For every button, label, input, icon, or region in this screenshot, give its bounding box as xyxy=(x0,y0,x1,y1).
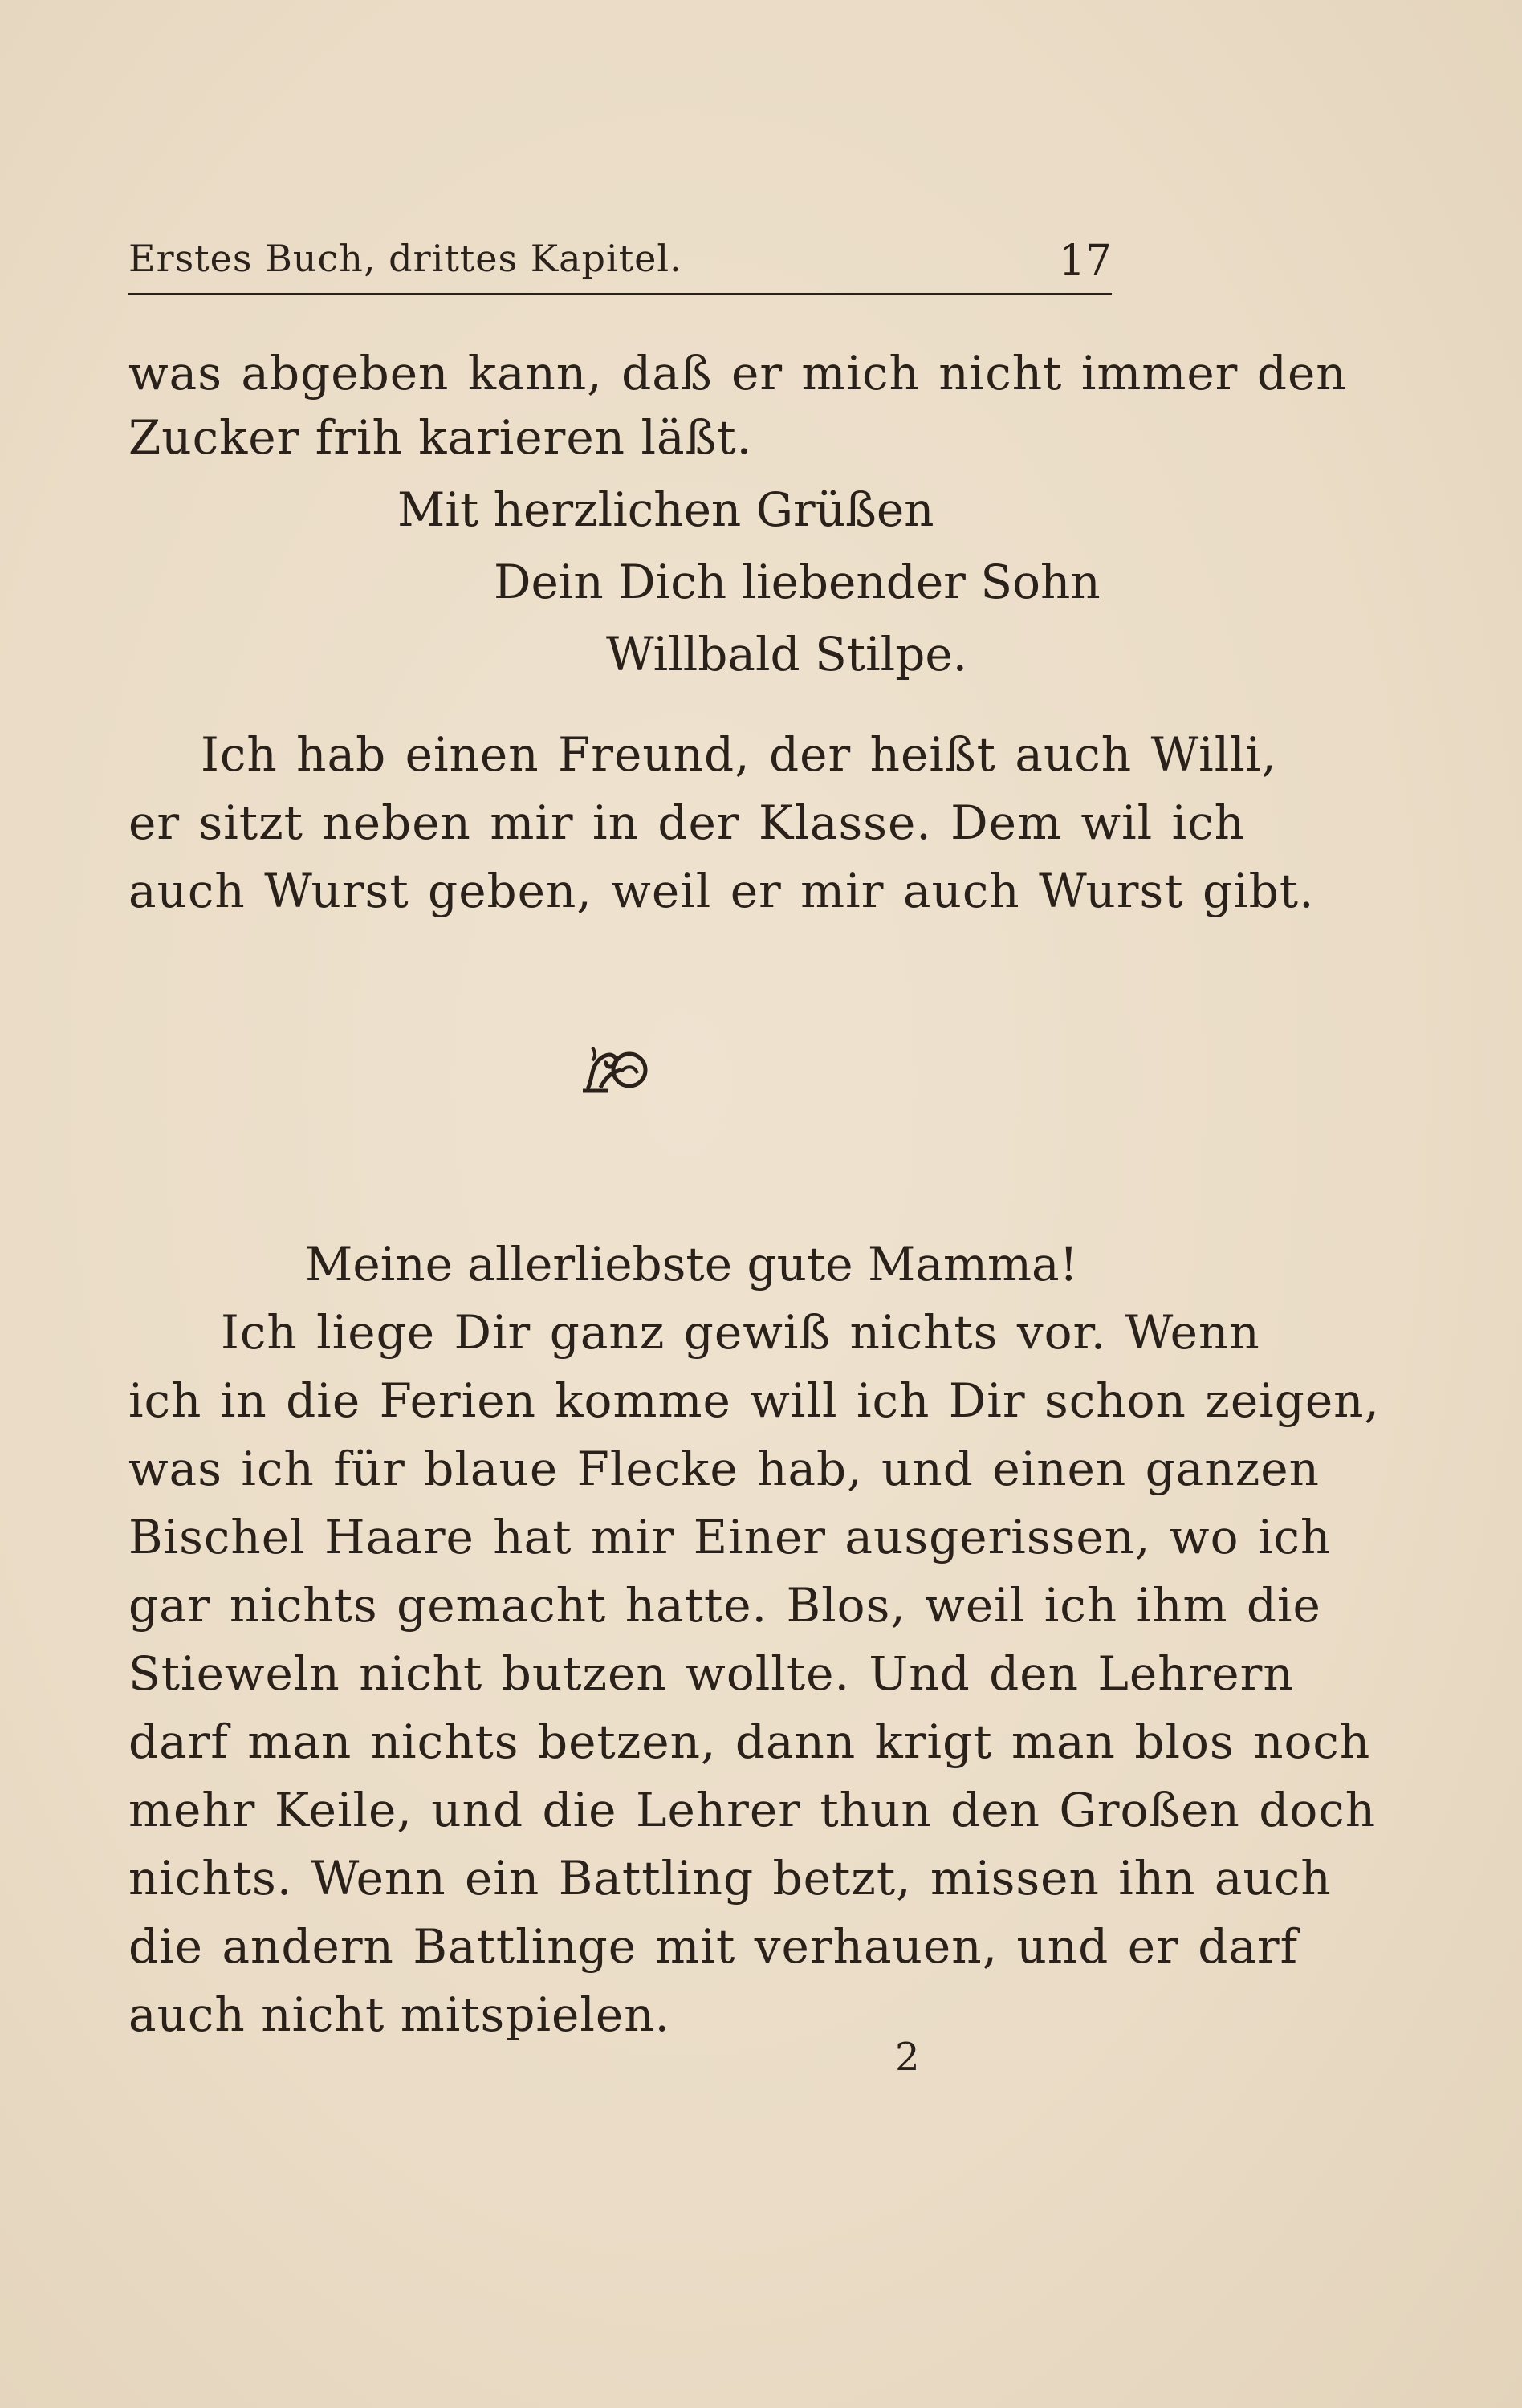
body-line: mehr Keile, und die Lehrer thun den Großen doch xyxy=(128,1783,1377,1837)
body-line: Stieweln nicht butzen wollte. Und den Lehrern xyxy=(128,1646,1294,1701)
letter-salutation: Meine allerliebste gute Mamma! xyxy=(305,1237,1078,1291)
body-line: Ich liege Dir ganz gewiß nichts vor. Wenn xyxy=(221,1305,1260,1360)
running-head: Erstes Buch, drittes Kapitel. xyxy=(128,237,682,280)
page-header xyxy=(128,229,1112,293)
body-line: er sitzt neben mir in der Klasse. Dem wil ich xyxy=(128,795,1246,850)
body-line: darf man nichts betzen, dann krigt man blos noch xyxy=(128,1714,1371,1769)
body-line: gar nichts gemacht hatte. Blos, weil ich ihm die xyxy=(128,1578,1321,1633)
signature-mark: 2 xyxy=(895,2035,920,2080)
body-line: Zucker frih karieren läßt. xyxy=(128,410,753,465)
body-line: was ich für blaue Flecke hab, und einen ganzen xyxy=(128,1442,1320,1496)
page-number: 17 xyxy=(1058,237,1112,285)
letter-signature: Willbald Stilpe. xyxy=(606,627,968,681)
letter-closing: Mit herzlichen Grüßen xyxy=(397,482,934,537)
body-line: was abgeben kann, daß er mich nicht immer den xyxy=(128,346,1347,401)
body-line: auch Wurst geben, weil er mir auch Wurst gibt. xyxy=(128,864,1315,918)
body-line: ich in die Ferien komme will ich Dir schon zeigen, xyxy=(128,1373,1380,1428)
floral-ornament-icon xyxy=(576,1039,650,1096)
header-rule xyxy=(128,293,1112,295)
body-line: Bischel Haare hat mir Einer ausgerissen, wo ich xyxy=(128,1510,1332,1564)
body-line: die andern Battlinge mit verhauen, und er darf xyxy=(128,1919,1299,1974)
letter-closing-2: Dein Dich liebender Sohn xyxy=(494,555,1101,609)
body-line: Ich hab einen Freund, der heißt auch Willi, xyxy=(201,727,1277,782)
body-line: nichts. Wenn ein Battling betzt, missen ihn auch xyxy=(128,1851,1332,1906)
body-line: auch nicht mitspielen. xyxy=(128,1987,670,2042)
